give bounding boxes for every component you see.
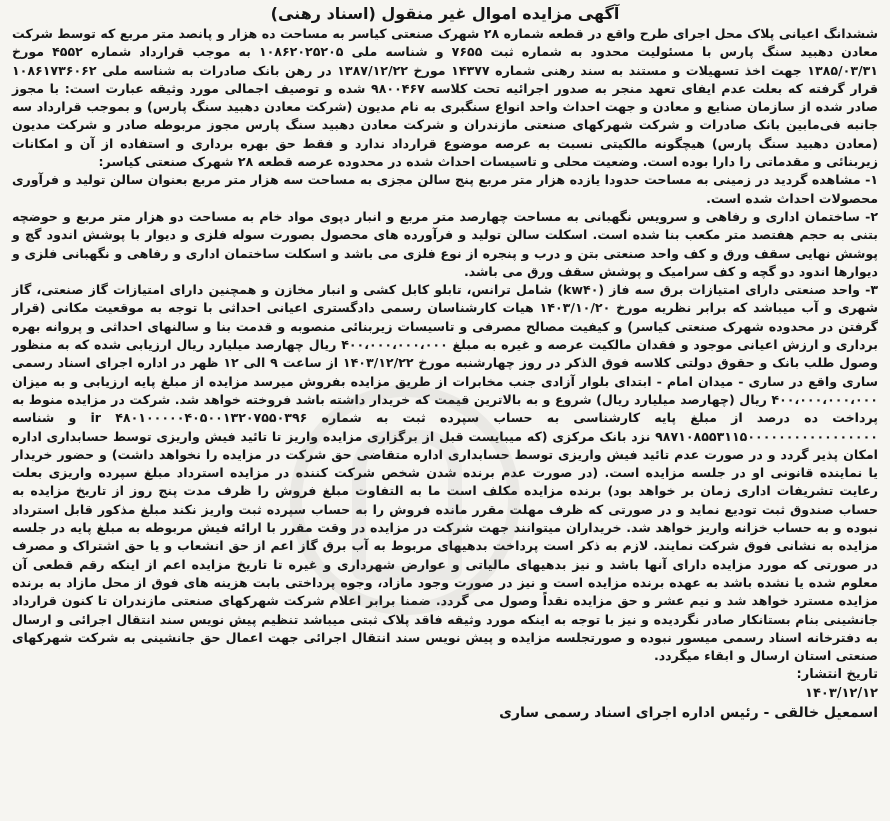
signer-line: اسمعیل خالقی - رئیس اداره اجرای اسناد رسمی ساری <box>499 705 878 722</box>
notice-footer <box>12 665 878 724</box>
notice-item-3: ۳- واحد صنعتی دارای امتیازات برق سه فاز (kw۴۰) شامل ترانس، تابلو کابل کشی و انبار مخازن و همچنین دارای امتیازات گاز صنعتی، گاز شهری و آب میباشد که برابر نظریه مورخ ۱۴۰۳/۱۰/۲۰ هیات کارشناسان رسمی دادگستری اعیانی احداثی با توجه به موقعیت مکانی (قرار گرفتن در محدوده شهرک صنعتی کیاسر) و کیفیت مصالح مصرفی و تاسیسات زیربنائی منصوبه و قدمت بنا و سالنهای احداثی و پروانه بهره برداری و ارزش اعیانی موجود و فقدان مالکیت عرصه و غیره به مبلغ ۴۰۰،۰۰۰،۰۰۰،۰۰۰ ریال چهارصد میلیارد ریال ارزیابی شده که به منظور وصول طلب بانک و حقوق دولتی کلاسه فوق الذکر در روز چهارشنبه مورخ ۱۴۰۳/۱۲/۲۲ از ساعت ۹ الی ۱۲ ظهر در اداره اجرای اسناد رسمی ساری واقع در ساری - میدان امام - ابتدای بلوار آزادی جنب مخابرات از طریق مزایده بفروش میرسد مزایده از مبلغ پایه ارزیابی و به میزان ۴۰۰،۰۰۰،۰۰۰،۰۰۰ ریال (چهارصد میلیارد ریال) شروع و به بالاترین قیمت که خریدار داشته باشد فروخته خواهد شد. شرکت در مزایده منوط به پرداخت ده درصد از مبلغ پایه کارشناسی به حساب سپرده ثبت به شماره ۴۸۰۱۰۰۰۰۰۴۰۵۰۰۱۳۲۰۷۵۵۰۳۹۶ ir و شناسه ۹۸۷۱۰۸۵۵۳۱۱۵۰۰۰۰۰۰۰۰۰۰۰۰۰۰۰۰۰ نزد بانک مرکزی (که میبایست قبل از برگزاری مزایده واریز تا تائید فیش واریزی توسط حسابداری اداره امکان پذیر گردد و در صورت عدم تائید فیش واریزی توسط حسابداری اداره متقاضی حق شرکت در مزایده را نخواهد داشت) و حضور خریدار یا نماینده قانونی او در جلسه مزایده است. (در صورت عدم برنده شدن شخص شرکت کننده در مزایده استرداد مبلغ سپرده واریزی بعلت رعایت تشریفات اداری زمان بر خواهد بود) برنده مزایده مکلف است ما به التفاوت مبلغ فروش را ظرف مدت پنج روز از تاریخ مزایده به حساب صندوق ثبت تودیع نماید و در صورتی که ظرف مهلت مقرر مانده فروش را به حساب سپرده ثبت واریز نکند مبلغ مذکور قابل استرداد نبوده و به حساب خزانه واریز خواهد شد. خریداران میتوانند جهت شرکت در مزایده در وقت مقرر با ارائه فیش مربوطه به مبلغ پایه در جلسه مزایده به نشانی فوق شرکت نمایند. لازم به ذکر است پرداخت بدهیهای مربوط به آب برق گاز اعم از حق انشعاب و یا حق اشتراک و مصرف در صورتی که مورد مزایده دارای آنها باشد و نیز بدهیهای مالیاتی و عوارض شهرداری و غیره تا تاریخ مزایده اعم از اینکه رقم قطعی آن معلوم شده یا نشده باشد به عهده برنده مزایده است و نیز در صورت وجود مازاد، وجوه پرداختی بابت هزینه های فوق از محل مازاد به برنده مزایده مسترد خواهد شد و نیم عشر و حق مزایده نقداً وصول می گردد. ضمنا برابر اعلام شرکت شهرکهای صنعتی مازندران تا کنون قرارداد جانشینی بنام بستانکار صادر نگردیده و نیز با توجه به اینکه مورد وثیقه فاقد پلاک ثبتی میباشد تنظیم پیش نویس سند انتقال اجرائی و ارسال به دفترخانه اسناد رسمی میسور نبوده و صورتجلسه مزایده و پیش نویس سند انتقال اجرائی جهت اعمال حق جانشینی به شرکت شهرکهای صنعتی استان ارسال و ابقاء میگردد. <box>12 282 879 664</box>
notice-item-2: ۲- ساختمان اداری و رفاهی و سرویس نگهبانی به مساحت چهارصد متر مربع و انبار دپوی مواد خام به مساحت دو هزار متر مربع و حوضچه بتنی به حجم هفتصد متر مکعب بنا شده است. اسکلت سالن تولید و فرآورده های محصول بصورت سوله فلزی و دیوار با پوشش اندود گچ و پوشش نهایی سقف ورق و کف واحد صنعتی بتن و درب و پنجره از نوع فلزی می باشد و اسکلت ساختمان اداری و رفاهی و نگهبانی فلزی و دیوارها اندود دو گچه و کف سرامیک و پوشش سقف ورق می باشد. <box>12 208 878 279</box>
publish-date-row <box>12 665 878 684</box>
publish-date-value: ۱۴۰۳/۱۲/۱۲ <box>805 686 878 702</box>
notice-title: آگهی مزایده اموال غیر منقول (اسناد رهنی) <box>270 4 620 23</box>
publish-date-label: تاریخ انتشار: <box>796 667 878 683</box>
notice-item-1: ۱- مشاهده گردید در زمینی به مساحت حدودا یازده هزار متر مربع پنج سالن مجزی به مساحت سه هزار متر مربع بعنوان سالن تولید و فرآوری محصولات احداث شده است. <box>12 172 878 206</box>
notice-body <box>12 25 878 665</box>
notice-intro-paragraph: ششدانگ اعیانی پلاک محل اجرای طرح واقع در قطعه شماره ۲۸ شهرک صنعتی کیاسر به مساحت ده هزار و پانصد متر مربع که توسط شرکت معادن دهبید سنگ پارس با مسئولیت محدود به شماره ثبت ۷۶۵۵ و شناسه ملی ۱۰۸۶۲۰۲۵۲۰۵ به موجب قرارداد شماره ۴۵۵۲ مورخ ۱۳۸۵/۰۳/۳۱ جهت اخذ تسهیلات و مستند به سند رهنی شماره ۱۴۳۷۷ مورخ ۱۳۸۷/۱۲/۲۲ در رهن بانک صادرات به شناسه ملی ۱۰۸۶۱۷۳۶۰۶۲ قرار گرفته که بعلت عدم ایفای تعهد منجر به صدور اجرائیه تحت کلاسه ۹۸۰۰۴۶۷ شده و توصیف اجمالی مورد وثیقه عبارت است: با مجوز صادر شده از سازمان صنایع و معادن و جهت احداث واحد انواع سنگبری به نام مدیون (شرکت معادن دهبید سنگ پارس) و بموجب قرارداد سه جانبه فی‌مابین بانک صادرات و شرکت شهرکهای صنعتی مازندران و شرکت معادن دهبید سنگ پارس مجوز مربوطه صادر و شرکت مدیون (معادن دهبید سنگ پارس) هیچگونه مالکیتی نسبت به عرصه موضوع قرارداد ندارد و فقط حق بهره برداری و استفاده از آن و امکانات زیربنائی و مقدماتی را دارا بوده است. وضعیت محلی و تاسیسات احداث شده در محدوده عرصه قطعه ۲۸ شهرک صنعتی کیاسر: <box>12 26 878 170</box>
